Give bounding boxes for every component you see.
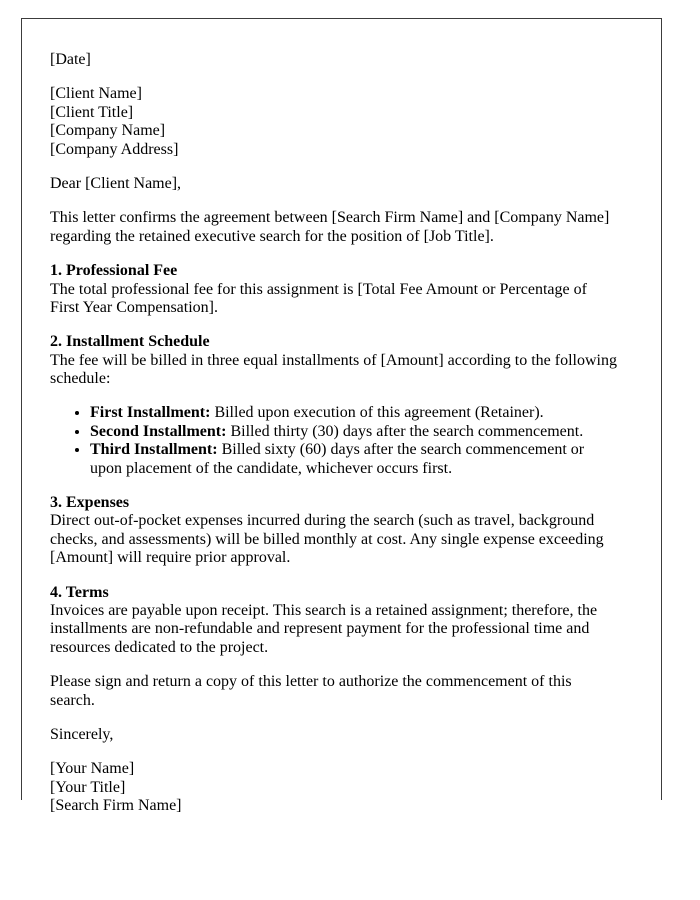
section-expenses bbox=[50, 494, 620, 568]
section-body: The fee will be billed in three equal installments of [Amount] according to the following schedule: bbox=[50, 351, 617, 388]
installment-label: First Installment: bbox=[90, 404, 211, 422]
letter-document bbox=[21, 18, 662, 815]
salutation: Dear [Client Name], bbox=[50, 174, 182, 192]
intro-paragraph: This letter confirms the agreement between [Search Firm Name] and [Company Name] regarding the retained executive search for the position of [Job Title]. bbox=[50, 209, 610, 245]
signature-title: [Your Title] bbox=[50, 778, 126, 796]
recipient-company: [Company Name] bbox=[50, 122, 166, 140]
signature-block bbox=[50, 760, 620, 815]
section-heading: 4. Terms bbox=[50, 583, 109, 601]
section-body: Invoices are payable upon receipt. This search is a retained assignment; therefore, the installments are non-refundable and represent payment for the professional time and resources dedicated to the project. bbox=[50, 601, 598, 656]
section-professional-fee bbox=[50, 262, 620, 317]
section-heading: 2. Installment Schedule bbox=[50, 333, 210, 351]
installment-text: Billed upon execution of this agreement (Retainer). bbox=[214, 404, 544, 422]
signature-firm: [Search Firm Name] bbox=[50, 797, 182, 815]
closing-request: Please sign and return a copy of this letter to authorize the commencement of this search. bbox=[50, 673, 572, 709]
installment-text: Billed sixty (60) days after the search commencement or upon placement of the candidate, whichever occurs first. bbox=[90, 441, 585, 477]
installment-label: Second Installment: bbox=[90, 422, 227, 440]
recipient-name: [Client Name] bbox=[50, 85, 142, 103]
recipient-title: [Client Title] bbox=[50, 103, 134, 121]
signoff: Sincerely, bbox=[50, 725, 114, 743]
section-heading: 3. Expenses bbox=[50, 494, 130, 512]
section-body: The total professional fee for this assignment is [Total Fee Amount or Percentage of First Year Compensation]. bbox=[50, 280, 587, 316]
list-item bbox=[90, 404, 620, 422]
recipient-address-block bbox=[50, 85, 620, 159]
section-body: Direct out-of-pocket expenses incurred during the search (such as travel, background checks, and assessments) will be billed monthly at cost. Any single expense exceeding [Amount] will require prior approval. bbox=[50, 512, 604, 567]
installment-label: Third Installment: bbox=[90, 441, 218, 459]
section-installment-schedule bbox=[50, 333, 620, 388]
section-terms bbox=[50, 584, 620, 658]
list-item bbox=[90, 423, 620, 441]
recipient-company-address: [Company Address] bbox=[50, 140, 179, 158]
installment-text: Billed thirty (30) days after the search commencement. bbox=[230, 422, 584, 440]
date-line: [Date] bbox=[50, 51, 91, 68]
list-item bbox=[90, 441, 620, 478]
section-heading: 1. Professional Fee bbox=[50, 262, 178, 280]
signature-name: [Your Name] bbox=[50, 760, 135, 778]
installment-list bbox=[50, 404, 620, 478]
